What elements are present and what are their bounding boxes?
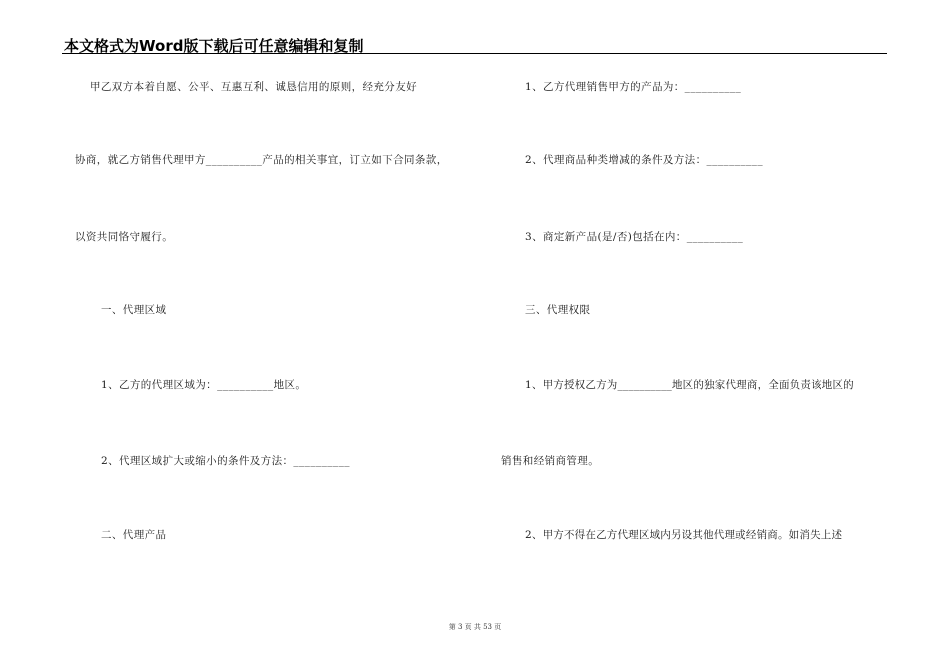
left-line-5: 1、乙方的代理区域为：__________地区。 [101,379,307,391]
document-header-title: 本文格式为Word版下载后可任意编辑和复制 [64,37,364,55]
section-heading-agency-products: 二、代理产品 [101,529,167,541]
left-line-1: 甲乙双方本着自愿、公平、互惠互利、诚恳信用的原则，经充分友好 [90,81,417,93]
left-line-3: 以资共同恪守履行。 [75,231,174,243]
left-line-6: 2、代理区域扩大或缩小的条件及方法：__________ [101,455,350,467]
right-line-6: 销售和经销商管理。 [501,455,600,467]
left-line-2: 协商，就乙方销售代理甲方__________产品的相关事宜，订立如下合同条款， [75,154,448,166]
right-line-1: 1、乙方代理销售甲方的产品为：__________ [525,81,742,93]
page-number: 第 3 页 共 53 页 [448,623,502,631]
right-line-5: 1、甲方授权乙方为__________地区的独家代理商，全面负责该地区的 [525,379,854,391]
right-line-7: 2、甲方不得在乙方代理区域内另设其他代理或经销商。如消失上述 [525,529,843,541]
right-line-3: 3、商定新产品(是/否)包括在内：__________ [525,231,744,243]
section-heading-agency-region: 一、代理区域 [101,304,167,316]
header-divider [62,53,887,54]
right-line-2: 2、代理商品种类增减的条件及方法：__________ [525,154,763,166]
section-heading-agency-authority: 三、代理权限 [525,304,591,316]
